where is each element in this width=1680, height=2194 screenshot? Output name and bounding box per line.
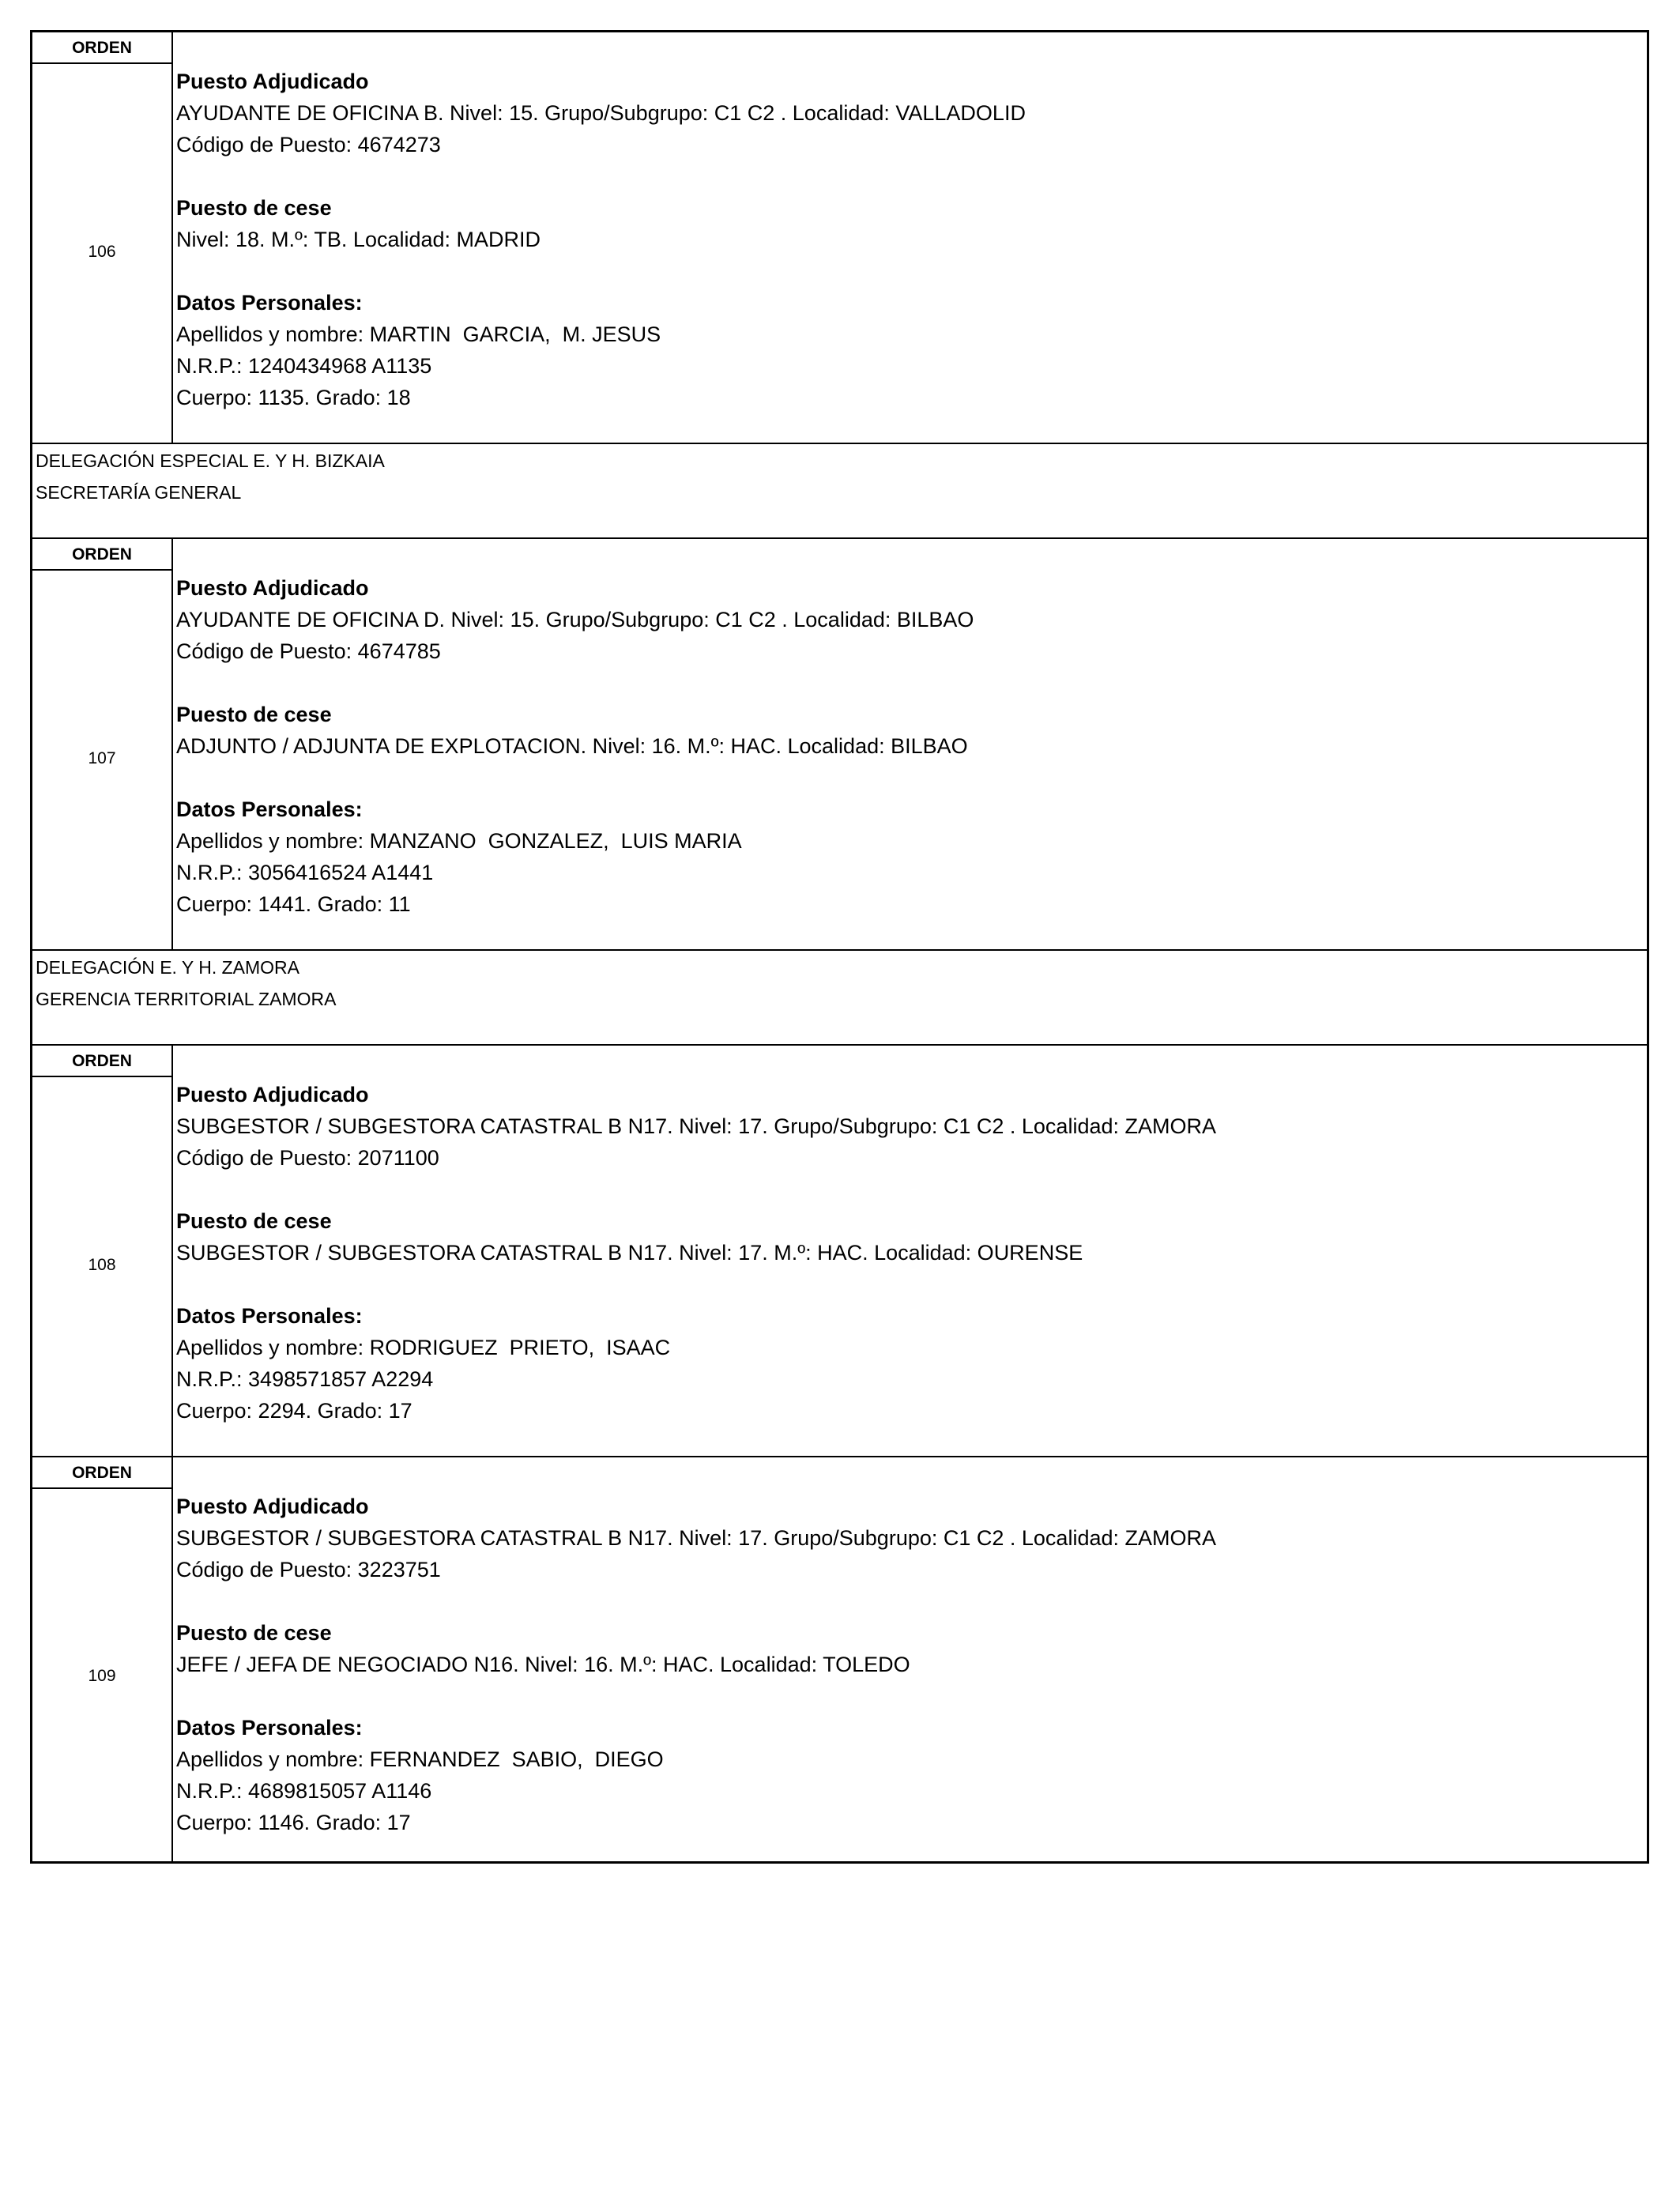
section-unidad: SECRETARÍA GENERAL bbox=[36, 482, 242, 503]
orden-header: ORDEN bbox=[32, 539, 171, 571]
record-content bbox=[176, 572, 1639, 920]
adjudicado-detail: AYUDANTE DE OFICINA B. Nivel: 15. Grupo/Subgrupo: C1 C2 . Localidad: VALLADOLID bbox=[176, 101, 1026, 125]
datos-title: Datos Personales: bbox=[176, 291, 363, 315]
orden-header: ORDEN bbox=[32, 32, 171, 64]
orden-number: 106 bbox=[88, 243, 116, 261]
row-divider bbox=[32, 949, 1647, 951]
cuerpo-grado: Cuerpo: 2294. Grado: 17 bbox=[176, 1399, 412, 1423]
codigo-puesto: Código de Puesto: 4674785 bbox=[176, 639, 441, 663]
apellidos-nombre: Apellidos y nombre: MANZANO GONZALEZ, LUIS MARIA bbox=[176, 829, 742, 853]
adjudicado-title: Puesto Adjudicado bbox=[176, 70, 369, 93]
codigo-puesto: Código de Puesto: 3223751 bbox=[176, 1558, 441, 1581]
cese-title: Puesto de cese bbox=[176, 1621, 332, 1645]
orden-header: ORDEN bbox=[32, 1457, 171, 1489]
orden-header: ORDEN bbox=[32, 1046, 171, 1077]
record-content bbox=[176, 1079, 1639, 1427]
codigo-puesto: Código de Puesto: 2071100 bbox=[176, 1146, 439, 1170]
cuerpo-grado: Cuerpo: 1135. Grado: 18 bbox=[176, 386, 411, 409]
section-delegacion: DELEGACIÓN E. Y H. ZAMORA bbox=[36, 957, 300, 978]
adjudicado-title: Puesto Adjudicado bbox=[176, 1083, 369, 1106]
orden-column bbox=[32, 1457, 173, 1861]
apellidos-nombre: Apellidos y nombre: RODRIGUEZ PRIETO, ISAAC bbox=[176, 1336, 671, 1359]
datos-title: Datos Personales: bbox=[176, 797, 363, 821]
section-unidad: GERENCIA TERRITORIAL ZAMORA bbox=[36, 989, 337, 1009]
adjudicado-title: Puesto Adjudicado bbox=[176, 576, 369, 600]
adjudicado-title: Puesto Adjudicado bbox=[176, 1495, 369, 1518]
cuerpo-grado: Cuerpo: 1441. Grado: 11 bbox=[176, 892, 411, 916]
codigo-puesto: Código de Puesto: 4674273 bbox=[176, 133, 441, 156]
orden-number: 109 bbox=[88, 1667, 116, 1685]
cuerpo-grado: Cuerpo: 1146. Grado: 17 bbox=[176, 1811, 411, 1834]
record-content bbox=[176, 66, 1639, 413]
section-header bbox=[32, 952, 1647, 1044]
cese-detail: Nivel: 18. M.º: TB. Localidad: MADRID bbox=[176, 228, 541, 251]
cese-title: Puesto de cese bbox=[176, 1209, 332, 1233]
cese-detail: SUBGESTOR / SUBGESTORA CATASTRAL B N17. Nivel: 17. M.º: HAC. Localidad: OURENSE bbox=[176, 1241, 1083, 1265]
orden-column bbox=[32, 32, 173, 443]
orden-number: 108 bbox=[88, 1256, 116, 1274]
nrp: N.R.P.: 1240434968 A1135 bbox=[176, 354, 432, 378]
datos-title: Datos Personales: bbox=[176, 1716, 363, 1740]
record-107 bbox=[32, 539, 1647, 949]
orden-column bbox=[32, 1046, 173, 1456]
apellidos-nombre: Apellidos y nombre: FERNANDEZ SABIO, DIEGO bbox=[176, 1747, 664, 1771]
record-106 bbox=[32, 32, 1647, 443]
section-delegacion: DELEGACIÓN ESPECIAL E. Y H. BIZKAIA bbox=[36, 450, 385, 471]
orden-column bbox=[32, 539, 173, 949]
cese-title: Puesto de cese bbox=[176, 703, 332, 726]
adjudicado-detail: AYUDANTE DE OFICINA D. Nivel: 15. Grupo/Subgrupo: C1 C2 . Localidad: BILBAO bbox=[176, 608, 974, 631]
datos-title: Datos Personales: bbox=[176, 1304, 363, 1328]
nrp: N.R.P.: 3056416524 A1441 bbox=[176, 861, 434, 884]
cese-detail: ADJUNTO / ADJUNTA DE EXPLOTACION. Nivel: 16. M.º: HAC. Localidad: BILBAO bbox=[176, 734, 968, 758]
adjudicado-detail: SUBGESTOR / SUBGESTORA CATASTRAL B N17. Nivel: 17. Grupo/Subgrupo: C1 C2 . Localidad: ZAMORA bbox=[176, 1526, 1216, 1550]
record-108 bbox=[32, 1046, 1647, 1456]
record-content bbox=[176, 1491, 1639, 1838]
nrp: N.R.P.: 3498571857 A2294 bbox=[176, 1367, 434, 1391]
row-divider bbox=[32, 443, 1647, 444]
section-header bbox=[32, 445, 1647, 537]
apellidos-nombre: Apellidos y nombre: MARTIN GARCIA, M. JESUS bbox=[176, 322, 661, 346]
record-109 bbox=[32, 1457, 1647, 1861]
adjudicado-detail: SUBGESTOR / SUBGESTORA CATASTRAL B N17. Nivel: 17. Grupo/Subgrupo: C1 C2 . Localidad: ZAMORA bbox=[176, 1114, 1216, 1138]
orden-number: 107 bbox=[88, 749, 116, 767]
document-table bbox=[30, 30, 1649, 1864]
nrp: N.R.P.: 4689815057 A1146 bbox=[176, 1779, 432, 1803]
cese-detail: JEFE / JEFA DE NEGOCIADO N16. Nivel: 16. M.º: HAC. Localidad: TOLEDO bbox=[176, 1653, 910, 1676]
cese-title: Puesto de cese bbox=[176, 196, 332, 220]
